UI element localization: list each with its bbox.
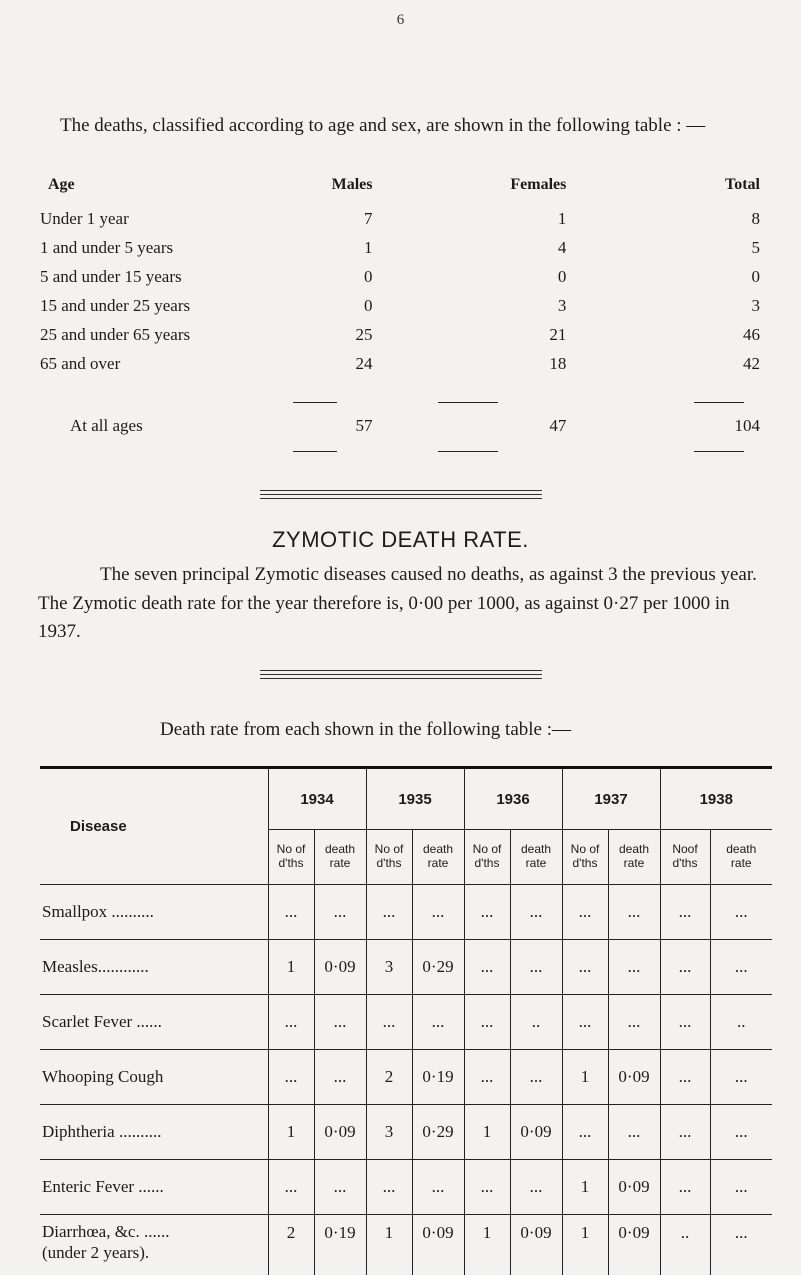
deaths-cell: 1 [562, 1160, 608, 1215]
age-cell-females: 4 [372, 233, 566, 262]
rate-subheader: death rate [608, 830, 660, 885]
section-divider [260, 494, 542, 495]
disease-row [40, 885, 772, 940]
age-total-total: 104 [566, 378, 760, 440]
deaths-cell: ... [562, 1105, 608, 1160]
age-cell-males: 1 [275, 233, 372, 262]
disease-name: Measles............ [40, 940, 268, 995]
deaths-cell: ... [464, 1050, 510, 1105]
rate-cell: ... [608, 1105, 660, 1160]
males-total-rule [293, 402, 337, 403]
rate-cell: 0·09 [510, 1105, 562, 1160]
rate-cell: ... [710, 940, 772, 995]
rate-cell: ... [314, 995, 366, 1050]
deaths-cell: ... [464, 1160, 510, 1215]
age-cell-males: 7 [275, 204, 372, 233]
rate-cell: .. [710, 995, 772, 1050]
rate-cell: 0·19 [412, 1050, 464, 1105]
deaths-subheader: No of d'ths [562, 830, 608, 885]
rate-cell: 0·09 [314, 1105, 366, 1160]
intro-paragraph: The deaths, classified according to age and sex, are shown in the following table : — [38, 112, 768, 140]
year-header: 1938 [660, 768, 772, 830]
total-total-underline [694, 451, 744, 452]
rate-subheader: death rate [314, 830, 366, 885]
rate-subheader: death rate [710, 830, 772, 885]
age-cell-age: Under 1 year [40, 204, 275, 233]
disease-name: Whooping Cough [40, 1050, 268, 1105]
males-header: Males [275, 176, 372, 204]
disease-name: Scarlet Fever ...... [40, 995, 268, 1050]
rate-cell: ... [412, 1160, 464, 1215]
rate-cell: ... [412, 995, 464, 1050]
deaths-cell: 1 [268, 1105, 314, 1160]
deaths-cell: 2 [366, 1050, 412, 1105]
disease-row [40, 995, 772, 1050]
deaths-cell: ... [660, 885, 710, 940]
total-total-rule [694, 402, 744, 403]
deaths-cell: ... [562, 885, 608, 940]
age-cell-total: 0 [566, 262, 760, 291]
rate-cell: ... [608, 885, 660, 940]
section-divider [260, 678, 542, 679]
disease-row [40, 1105, 772, 1160]
deaths-subheader: No of d'ths [366, 830, 412, 885]
deaths-cell: ... [268, 995, 314, 1050]
disease-header: Disease [40, 768, 268, 885]
table-intro: Death rate from each shown in the following table :— [160, 716, 571, 744]
deaths-cell: ... [268, 1050, 314, 1105]
rate-cell: ... [314, 885, 366, 940]
zymotic-heading: ZYMOTIC DEATH RATE. [0, 527, 801, 553]
age-cell-females: 18 [372, 349, 566, 378]
deaths-cell: ... [660, 1105, 710, 1160]
disease-row [40, 1050, 772, 1105]
deaths-cell: ... [366, 995, 412, 1050]
deaths-cell: 2 [268, 1215, 314, 1275]
females-header: Females [372, 176, 566, 204]
age-cell-age: 15 and under 25 years [40, 291, 275, 320]
age-cell-males: 0 [275, 291, 372, 320]
rate-cell: ... [412, 885, 464, 940]
age-cell-females: 21 [372, 320, 566, 349]
rate-subheader: death rate [510, 830, 562, 885]
age-row [40, 320, 760, 349]
age-cell-age: 65 and over [40, 349, 275, 378]
age-total-row [40, 378, 760, 440]
rate-cell: ... [710, 885, 772, 940]
deaths-cell: ... [366, 1160, 412, 1215]
rate-cell: ... [510, 1160, 562, 1215]
age-row [40, 233, 760, 262]
zymotic-paragraph: The seven principal Zymotic diseases caused no deaths, as against 3 the previous year. The Zymotic death rate for the year therefore is, 0·00 per 1000, as against 0·27 per 1000 in 1937. [38, 561, 768, 647]
rate-cell: ... [510, 885, 562, 940]
deaths-cell: 1 [562, 1215, 608, 1275]
rate-cell: 0·09 [608, 1160, 660, 1215]
age-cell-females: 1 [372, 204, 566, 233]
age-cell-age: 1 and under 5 years [40, 233, 275, 262]
age-row [40, 262, 760, 291]
deaths-subheader: Noof d'ths [660, 830, 710, 885]
deaths-cell: ... [562, 940, 608, 995]
year-header: 1935 [366, 768, 464, 830]
section-divider [260, 670, 542, 671]
rate-cell: ... [710, 1215, 772, 1275]
deaths-cell: 1 [366, 1215, 412, 1275]
deaths-cell: ... [268, 1160, 314, 1215]
deaths-cell: ... [660, 1160, 710, 1215]
age-cell-females: 0 [372, 262, 566, 291]
section-divider [260, 490, 542, 491]
males-total-underline [293, 451, 337, 452]
rate-cell: ... [608, 995, 660, 1050]
deaths-cell: 3 [366, 940, 412, 995]
females-total-rule [438, 402, 498, 403]
deaths-cell: 1 [268, 940, 314, 995]
age-total-age: At all ages [40, 378, 275, 440]
rate-cell: ... [710, 1105, 772, 1160]
age-cell-total: 5 [566, 233, 760, 262]
age-cell-males: 24 [275, 349, 372, 378]
rate-cell: 0·09 [412, 1215, 464, 1275]
rate-cell: ... [510, 940, 562, 995]
rate-subheader: death rate [412, 830, 464, 885]
rate-cell: ... [710, 1160, 772, 1215]
rate-cell: .. [510, 995, 562, 1050]
disease-row [40, 1160, 772, 1215]
deaths-cell: 1 [464, 1105, 510, 1160]
age-cell-total: 8 [566, 204, 760, 233]
disease-death-rate-table [40, 766, 772, 1275]
deaths-cell: ... [464, 940, 510, 995]
deaths-cell: ... [464, 885, 510, 940]
age-row [40, 349, 760, 378]
age-cell-age: 5 and under 15 years [40, 262, 275, 291]
rate-cell: 0·09 [314, 940, 366, 995]
age-cell-age: 25 and under 65 years [40, 320, 275, 349]
rate-cell: ... [608, 940, 660, 995]
age-cell-males: 0 [275, 262, 372, 291]
disease-row [40, 940, 772, 995]
page-number: 6 [0, 12, 801, 29]
deaths-cell: ... [464, 995, 510, 1050]
deaths-subheader: No of d'ths [464, 830, 510, 885]
rate-cell: 0·29 [412, 940, 464, 995]
deaths-cell: ... [366, 885, 412, 940]
year-header: 1937 [562, 768, 660, 830]
age-total-males: 57 [275, 378, 372, 440]
age-total-females: 47 [372, 378, 566, 440]
rate-cell: 0·09 [608, 1050, 660, 1105]
section-divider [260, 674, 542, 675]
age-cell-total: 42 [566, 349, 760, 378]
rate-cell: 0·09 [608, 1215, 660, 1275]
rate-cell: ... [314, 1160, 366, 1215]
year-header: 1936 [464, 768, 562, 830]
rate-cell: ... [710, 1050, 772, 1105]
deaths-cell: ... [660, 1050, 710, 1105]
age-cell-total: 46 [566, 320, 760, 349]
age-cell-males: 25 [275, 320, 372, 349]
females-total-underline [438, 451, 498, 452]
deaths-cell: ... [660, 940, 710, 995]
deaths-subheader: No of d'ths [268, 830, 314, 885]
age-cell-females: 3 [372, 291, 566, 320]
deaths-cell: 3 [366, 1105, 412, 1160]
deaths-cell: .. [660, 1215, 710, 1275]
age-header: Age [40, 176, 275, 204]
year-header: 1934 [268, 768, 366, 830]
disease-name: Diphtheria .......... [40, 1105, 268, 1160]
rate-cell: 0·29 [412, 1105, 464, 1160]
rate-cell: 0·19 [314, 1215, 366, 1275]
age-row [40, 291, 760, 320]
deaths-cell: ... [562, 995, 608, 1050]
deaths-cell: ... [268, 885, 314, 940]
disease-row [40, 1215, 772, 1275]
rate-cell: ... [314, 1050, 366, 1105]
total-header: Total [566, 176, 760, 204]
age-cell-total: 3 [566, 291, 760, 320]
rate-cell: 0·09 [510, 1215, 562, 1275]
deaths-cell: 1 [464, 1215, 510, 1275]
section-divider [260, 498, 542, 499]
disease-name: Diarrhœa, &c. ...... (under 2 years). [40, 1215, 268, 1275]
age-sex-table [40, 176, 760, 440]
disease-name: Enteric Fever ...... [40, 1160, 268, 1215]
deaths-cell: 1 [562, 1050, 608, 1105]
deaths-cell: ... [660, 995, 710, 1050]
disease-name: Smallpox .......... [40, 885, 268, 940]
age-row [40, 204, 760, 233]
rate-cell: ... [510, 1050, 562, 1105]
